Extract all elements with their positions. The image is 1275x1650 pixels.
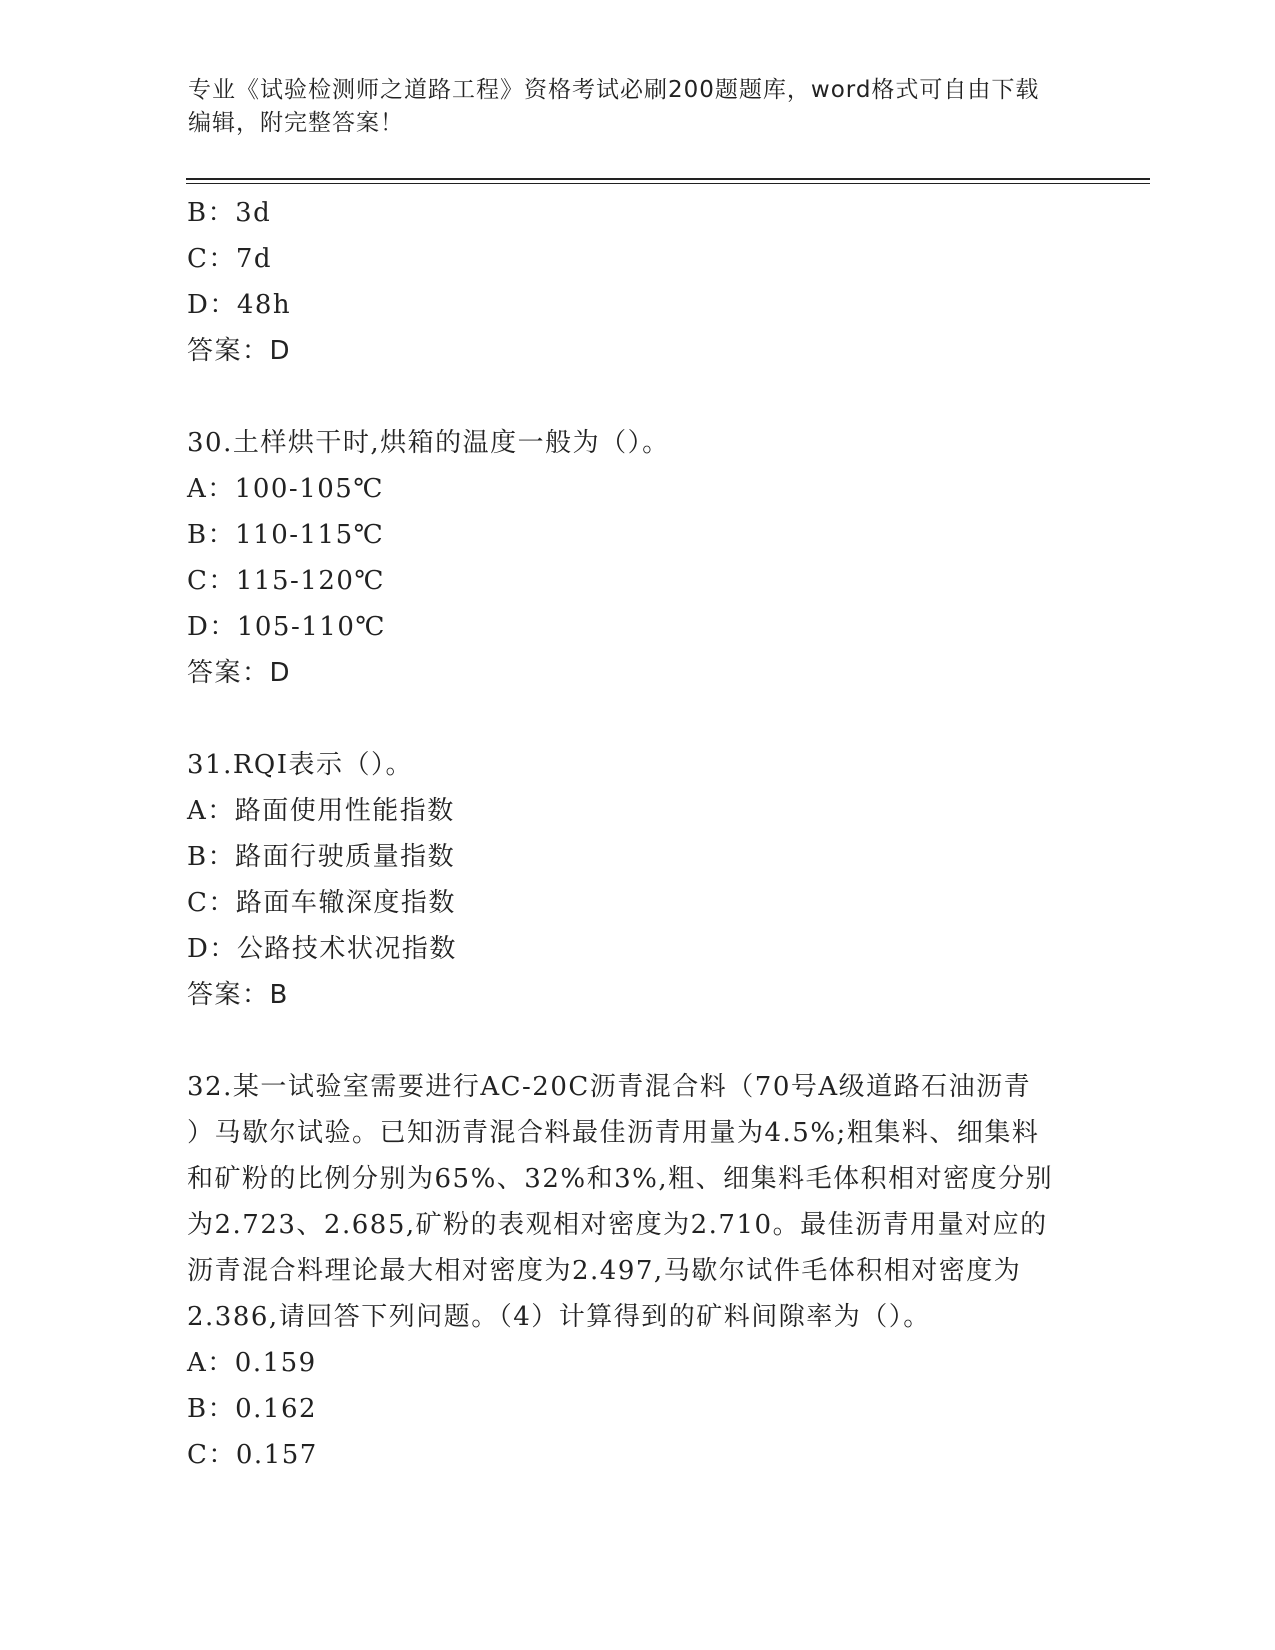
spacer	[187, 374, 1087, 420]
option-d: D：公路技术状况指数	[187, 934, 457, 964]
option-c: C：路面车辙深度指数	[187, 888, 456, 918]
question-stem: 30.土样烘干时,烘箱的温度一般为（）。	[187, 428, 670, 458]
question-stem-line: 和矿粉的比例分别为65%、32%和3%,粗、细集料毛体积相对密度分别	[187, 1164, 1054, 1194]
option-c: C：115-120℃	[187, 566, 386, 596]
document-body	[187, 190, 1087, 1478]
option-a: A：0.159	[187, 1348, 317, 1378]
option-a: A：100-105℃	[187, 474, 384, 504]
option-b: B：路面行驶质量指数	[187, 842, 456, 872]
option-d: D：48h	[187, 290, 292, 320]
question-29-tail	[187, 190, 1087, 374]
answer: 答案：B	[187, 980, 289, 1010]
question-32	[187, 1064, 1087, 1478]
option-c: C：7d	[187, 244, 273, 274]
header-line-1: 专业《试验检测师之道路工程》资格考试必刷200题题库，word格式可自由下载	[188, 77, 1040, 103]
spacer	[187, 1018, 1087, 1064]
option-b: B：0.162	[187, 1394, 318, 1424]
option-c: C：0.157	[187, 1440, 318, 1470]
document-header	[188, 74, 1088, 140]
question-31	[187, 742, 1087, 1018]
question-stem-line: 为2.723、2.685,矿粉的表观相对密度为2.710。最佳沥青用量对应的	[187, 1210, 1048, 1240]
option-d: D：105-110℃	[187, 612, 386, 642]
question-stem-line: 32.某一试验室需要进行AC-20C沥青混合料（70号A级道路石油沥青	[187, 1072, 1032, 1102]
question-stem-line: 2.386,请回答下列问题。（4）计算得到的矿料间隙率为（）。	[187, 1302, 931, 1332]
question-stem-line: 沥青混合料理论最大相对密度为2.497,马歇尔试件毛体积相对密度为	[187, 1256, 1022, 1286]
option-b: B：3d	[187, 198, 272, 228]
question-stem-line: ）马歇尔试验。已知沥青混合料最佳沥青用量为4.5%;粗集料、细集料	[187, 1118, 1040, 1148]
option-a: A：路面使用性能指数	[187, 796, 455, 826]
header-line-2: 编辑，附完整答案！	[188, 110, 404, 136]
question-stem: 31.RQI表示（）。	[187, 750, 414, 780]
spacer	[187, 696, 1087, 742]
answer: 答案：D	[187, 658, 292, 688]
header-divider-thin	[186, 183, 1150, 184]
option-b: B：110-115℃	[187, 520, 385, 550]
question-30	[187, 420, 1087, 696]
answer: 答案：D	[187, 336, 292, 366]
header-divider-thick	[186, 178, 1150, 180]
